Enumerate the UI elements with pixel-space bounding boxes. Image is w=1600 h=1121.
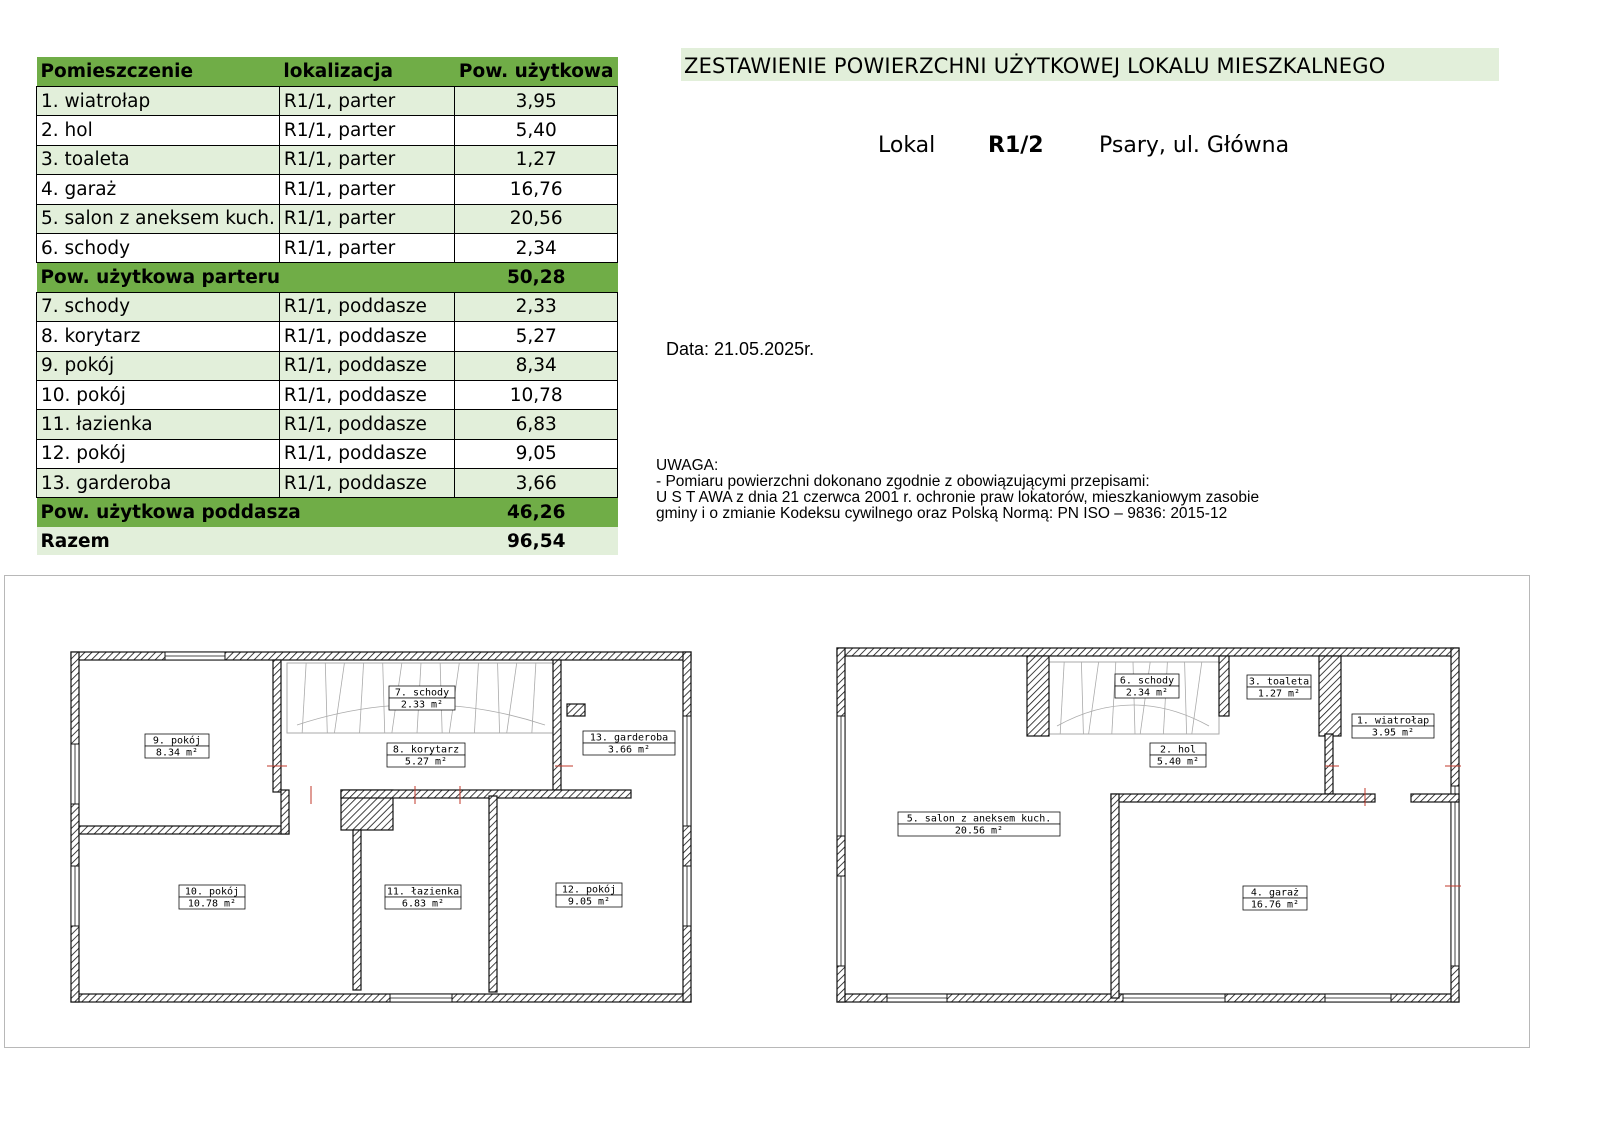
unit-address: Psary, ul. Główna <box>1099 133 1290 158</box>
location-cell: R1/1, parter <box>279 175 455 204</box>
wall <box>1411 794 1459 802</box>
room-name: 8. korytarz <box>392 744 460 756</box>
stair-step <box>325 663 327 733</box>
area-cell: 16,76 <box>455 175 618 204</box>
area-cell: 10,78 <box>455 380 618 409</box>
area-cell: 5,40 <box>455 116 618 145</box>
table-row <box>37 380 618 409</box>
document-title: ZESTAWIENIE POWIERZCHNI UŻYTKOWEJ LOKALU MIESZKALNEGO <box>681 48 1499 81</box>
area-cell: 8,34 <box>455 351 618 380</box>
room-name-cell: 12. pokój <box>37 439 280 468</box>
stair-step <box>334 663 344 733</box>
table-row <box>37 322 618 351</box>
note-block <box>656 458 1259 522</box>
note-line: gminy i o zmianie Kodeksu cywilnego oraz Polską Normą: PN ISO – 9836: 2015-12 <box>656 505 1228 522</box>
location-cell: R1/1, poddasze <box>279 469 455 498</box>
stair-step <box>1192 662 1202 734</box>
area-cell: 3,95 <box>455 87 618 116</box>
floor-plans-frame <box>4 575 1530 1048</box>
wall <box>353 830 361 990</box>
area-cell: 1,27 <box>455 145 618 174</box>
note-line: U S T AWA z dnia 21 czerwca 2001 r. ochronie praw lokatorów, mieszkaniowym zasobie <box>656 489 1260 506</box>
room-area: 9.05 m² <box>567 896 611 908</box>
room-label <box>898 812 1060 837</box>
table-body <box>37 87 618 556</box>
room-name: 13. garderoba <box>589 732 669 744</box>
table-row <box>37 439 618 468</box>
wall <box>1325 734 1333 794</box>
room-name-cell: 2. hol <box>37 116 280 145</box>
room-name-cell: 5. salon z aneksem kuch. <box>37 204 280 233</box>
total-row <box>37 527 618 555</box>
unit-label: Lokal <box>878 133 936 158</box>
note-line: - Pomiaru powierzchni dokonano zgodnie z obowiązującymi przepisami: <box>656 473 1150 490</box>
location-cell: R1/1, poddasze <box>279 439 455 468</box>
wall <box>281 790 289 834</box>
wall <box>71 652 691 660</box>
column-header-room: Pomieszczenie <box>37 57 280 87</box>
room-label <box>583 731 675 756</box>
stair-step <box>1081 662 1083 734</box>
stair-step <box>498 663 500 733</box>
table-row <box>37 116 618 145</box>
room-name-cell: 9. pokój <box>37 351 280 380</box>
column-header-area: Pow. użytkowa <box>455 57 618 87</box>
location-cell: R1/1, parter <box>279 87 455 116</box>
wall <box>1111 794 1375 802</box>
attic-subtotal-row-label: Pow. użytkowa poddasza <box>37 498 455 527</box>
room-label <box>387 743 465 768</box>
area-cell: 9,05 <box>455 439 618 468</box>
location-cell: R1/1, parter <box>279 204 455 233</box>
location-cell: R1/1, poddasze <box>279 322 455 351</box>
room-area: 10.78 m² <box>187 898 237 910</box>
note-heading: UWAGA: <box>656 457 719 474</box>
table-header-row <box>37 57 618 87</box>
area-cell: 20,56 <box>455 204 618 233</box>
wall <box>837 648 1459 656</box>
room-label <box>556 883 622 908</box>
room-name: 2. hol <box>1159 744 1197 756</box>
room-name: 6. schody <box>1119 675 1175 687</box>
wall <box>553 660 561 790</box>
area-cell: 2,34 <box>455 233 618 262</box>
ground-subtotal-row-label: Pow. użytkowa parteru <box>37 263 455 292</box>
wall <box>489 796 497 992</box>
area-summary-table <box>36 57 618 555</box>
room-name-cell: 4. garaż <box>37 175 280 204</box>
table-row <box>37 145 618 174</box>
attic-subtotal-row-value: 46,26 <box>455 498 618 527</box>
room-area: 3.95 m² <box>1371 727 1415 739</box>
table-row <box>37 87 618 116</box>
table-row <box>37 292 618 321</box>
table-row <box>37 175 618 204</box>
total-row-label: Razem <box>37 527 455 555</box>
total-row-value: 96,54 <box>455 527 618 555</box>
ground-floor-plan <box>837 648 1461 1002</box>
table-row <box>37 204 618 233</box>
room-name: 4. garaż <box>1250 887 1300 899</box>
wall <box>1319 656 1341 736</box>
attic-subtotal-row <box>37 498 618 527</box>
room-name: 1. wiatrołap <box>1356 715 1430 727</box>
room-area: 20.56 m² <box>954 825 1004 837</box>
ground-subtotal-row <box>37 263 618 292</box>
location-cell: R1/1, poddasze <box>279 380 455 409</box>
wall <box>79 826 289 834</box>
table-row <box>37 351 618 380</box>
room-name: 12. pokój <box>561 884 617 896</box>
room-area: 2.34 m² <box>1125 687 1169 699</box>
wall <box>71 652 79 1002</box>
room-area: 6.83 m² <box>401 898 445 910</box>
room-label <box>1115 674 1179 699</box>
room-area: 16.76 m² <box>1250 899 1300 911</box>
location-cell: R1/1, parter <box>279 145 455 174</box>
room-name-cell: 8. korytarz <box>37 322 280 351</box>
room-name-cell: 6. schody <box>37 233 280 262</box>
room-name: 7. schody <box>394 687 450 699</box>
stair-step <box>532 663 536 733</box>
document-date: Data: 21.05.2025r. <box>666 339 815 359</box>
stair-step <box>507 663 517 733</box>
area-cell: 2,33 <box>455 292 618 321</box>
stair-step <box>1089 662 1099 734</box>
attic-floor-plan <box>71 652 691 1002</box>
room-name-cell: 11. łazienka <box>37 410 280 439</box>
stair-step <box>383 663 385 733</box>
room-name-cell: 1. wiatrołap <box>37 87 280 116</box>
stair-step <box>1185 662 1187 734</box>
wall <box>683 652 691 1002</box>
room-area: 5.27 m² <box>404 756 448 768</box>
room-area: 2.33 m² <box>400 699 444 711</box>
room-label <box>1150 743 1206 768</box>
table-row <box>37 233 618 262</box>
room-label <box>389 686 455 711</box>
wall <box>1111 794 1119 998</box>
room-label <box>385 885 461 910</box>
area-cell: 3,66 <box>455 469 618 498</box>
stair-step <box>474 663 478 733</box>
room-area: 8.34 m² <box>155 747 199 759</box>
room-area: 3.66 m² <box>607 744 651 756</box>
area-cell: 5,27 <box>455 322 618 351</box>
area-cell: 6,83 <box>455 410 618 439</box>
table-row <box>37 410 618 439</box>
room-label <box>1247 675 1311 700</box>
location-cell: R1/1, poddasze <box>279 292 455 321</box>
location-cell: R1/1, poddasze <box>279 351 455 380</box>
wall <box>567 704 585 716</box>
room-name: 10. pokój <box>184 886 240 898</box>
room-name-cell: 13. garderoba <box>37 469 280 498</box>
room-name-cell: 3. toaleta <box>37 145 280 174</box>
wall <box>1027 656 1049 736</box>
wall <box>273 660 281 792</box>
room-area: 5.40 m² <box>1156 756 1200 768</box>
stair-step <box>360 663 364 733</box>
room-area: 1.27 m² <box>1257 688 1301 700</box>
room-label <box>179 885 245 910</box>
table-row <box>37 469 618 498</box>
location-cell: R1/1, poddasze <box>279 410 455 439</box>
wall <box>1219 656 1229 716</box>
room-label <box>1352 714 1434 739</box>
room-label <box>1243 886 1307 911</box>
wall <box>341 790 631 798</box>
ground-subtotal-row-value: 50,28 <box>455 263 618 292</box>
room-name: 3. toaleta <box>1248 676 1310 688</box>
room-name: 9. pokój <box>152 735 202 747</box>
wall <box>71 994 691 1002</box>
location-cell: R1/1, parter <box>279 233 455 262</box>
column-header-location: lokalizacja <box>279 57 455 87</box>
location-cell: R1/1, parter <box>279 116 455 145</box>
room-name-cell: 7. schody <box>37 292 280 321</box>
room-name: 11. łazienka <box>386 886 460 898</box>
room-name-cell: 10. pokój <box>37 380 280 409</box>
room-label <box>145 734 209 759</box>
room-name: 5. salon z aneksem kuch. <box>906 813 1052 825</box>
floor-plans-drawing <box>5 576 1529 1047</box>
unit-code: R1/2 <box>988 133 1044 158</box>
